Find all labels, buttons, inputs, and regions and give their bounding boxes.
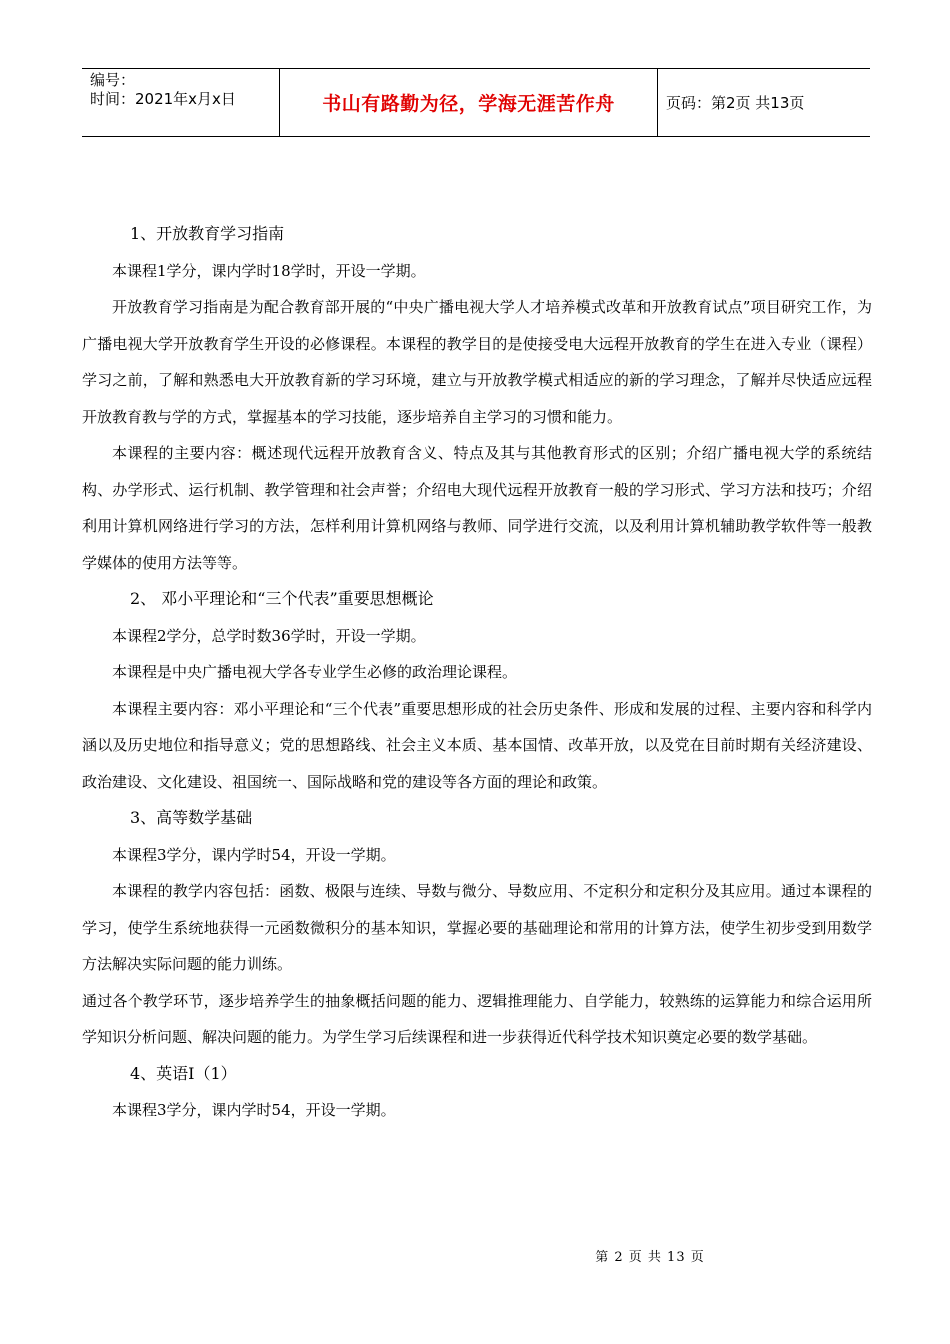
paragraph: 本课程2学分，总学时数36学时，开设一学期。 [112,626,426,645]
paragraph: 本课程的主要内容：概述现代远程开放教育含义、特点及其与其他教育形式的区别；介绍广播电视大学的系统结构、办学形式、运行机制、教学管理和社会声誉；介绍电大现代远程开放教育一般的学习形式、学习方法和技巧；介绍利用计算机网络进行学习的方法，怎样利用计算机网络与教师、同学进行交流，以及利用计算机辅助教学软件等一般教学媒体的使用方法等等。 [82,444,872,572]
motto: 书山有路勤为径，学海无涯苦作舟 [280,69,658,136]
time-line: 时间：2021年x月x日 [90,90,236,108]
page-info: 页码：第2页 共13页 [666,94,805,112]
paragraph: 本课程的教学内容包括：函数、极限与连续、导数与微分、导数应用、不定积分和定积分及其应用。通过本课程的学习，使学生系统地获得一元函数微积分的基本知识，掌握必要的基础理论和常用的计算方法，使学生初步受到用数学方法解决实际问题的能力训练。 [82,882,872,973]
paragraph: 通过各个教学环节，逐步培养学生的抽象概括问题的能力、逻辑推理能力、自学能力，较熟练的运算能力和综合运用所学知识分析问题、解决问题的能力。为学生学习后续课程和进一步获得近代科学技术知识奠定必要的数学基础。 [82,991,872,1046]
section-heading-2: 2、 邓小平理论和“三个代表”重要思想概论 [130,589,434,608]
section-heading-4: 4、英语Ⅰ（1） [130,1063,237,1083]
page-header [82,68,870,137]
document-body [82,216,872,1129]
paragraph: 本课程主要内容：邓小平理论和“三个代表”重要思想形成的社会历史条件、形成和发展的过程、主要内容和科学内涵以及历史地位和指导意义；党的思想路线、社会主义本质、基本国情、改革开放，以及党在目前时期有关经济建设、政治建设、文化建设、祖国统一、国际战略和党的建设等各方面的理论和政策。 [82,699,872,791]
paragraph: 开放教育学习指南是为配合教育部开展的“中央广播电视大学人才培养模式改革和开放教育试点”项目研究工作，为广播电视大学开放教育学生开设的必修课程。本课程的教学目的是使接受电大远程开放教育的学生在进入专业（课程）学习之前，了解和熟悉电大开放教育新的学习环境，建立与开放教学模式相适应的新的学习理念，了解并尽快适应远程开放教育教与学的方式，掌握基本的学习技能，逐步培养自主学习的习惯和能力。 [82,298,872,426]
paragraph: 本课程1学分，课内学时18学时，开设一学期。 [112,261,426,280]
header-meta [82,69,280,136]
paragraph: 本课程是中央广播电视大学各专业学生必修的政治理论课程。 [112,663,518,681]
section-heading-1: 1、开放教育学习指南 [130,224,285,243]
paragraph: 本课程3学分，课内学时54，开设一学期。 [112,1101,396,1119]
page-footer: 第 2 页 共 13 页 [595,1250,705,1265]
paragraph: 本课程3学分，课内学时54，开设一学期。 [112,845,396,864]
section-heading-3: 3、高等数学基础 [130,808,253,827]
number-label: 编号： [90,71,136,89]
